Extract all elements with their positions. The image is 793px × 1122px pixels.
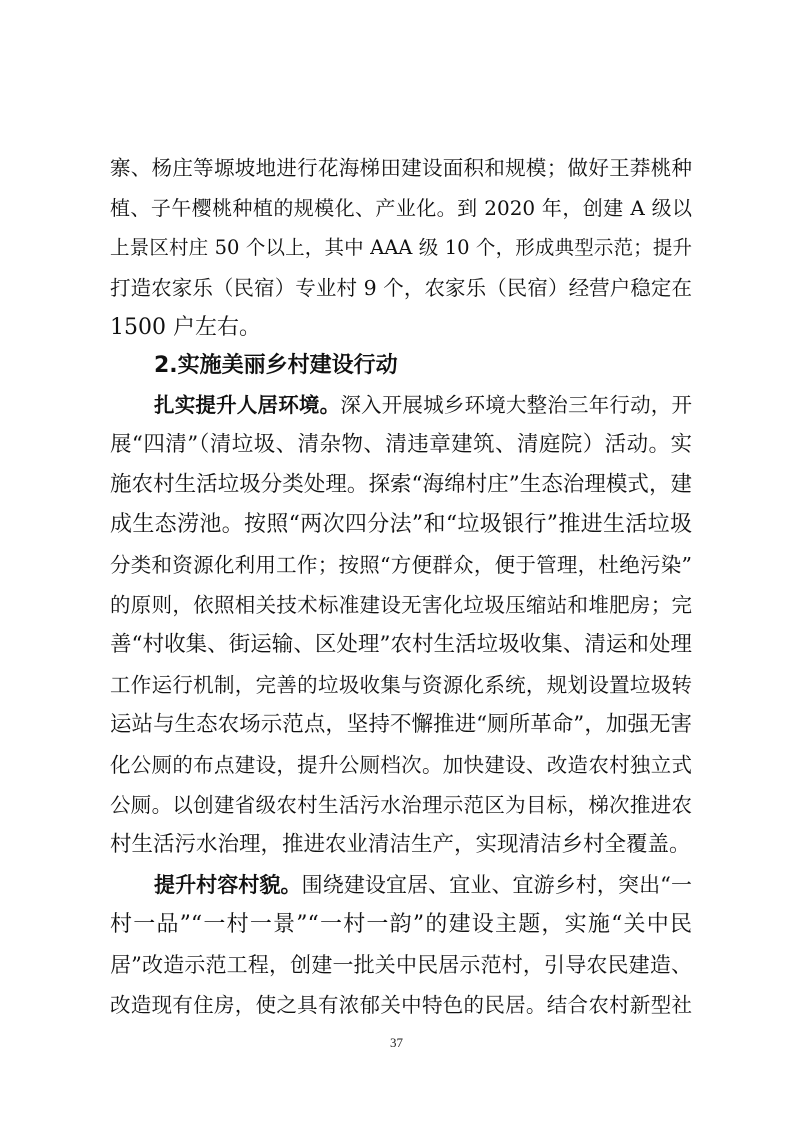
body-text-line: 施农村生活垃圾分类处理。探索“海绵村庄”生态治理模式，建 [110, 472, 692, 497]
paragraph-lead: 提升村容村貌。 [154, 873, 302, 897]
paragraph-first-line [154, 865, 692, 905]
body-text-line: 运站与生态农场示范点，坚持不懈推进“厕所革命”，加强无害 [110, 712, 692, 737]
body-text-line: 村生活污水治理，推进农业清洁生产，实现清洁乡村全覆盖。 [110, 832, 691, 857]
body-text-line: 上景区村庄 50 个以上，其中 AAA 级 10 个，形成典型示范；提升 [110, 236, 692, 259]
body-text-line: 村一品”“一村一景”“一村一韵”的建设主题，实施“关中民 [110, 912, 692, 937]
body-text-line: 成生态涝池。按照“两次四分法”和“垃圾银行”推进生活垃圾 [110, 512, 692, 537]
page-number: 37 [390, 1035, 403, 1050]
paragraph-text: 深入开展城乡环境大整治三年行动，开 [340, 393, 693, 417]
body-text-line: 1500 户左右。 [110, 315, 261, 340]
body-text-line: 公厕。以创建省级农村生活污水治理示范区为目标，梯次推进农 [110, 793, 692, 817]
paragraph-lead: 扎实提升人居环境。 [154, 393, 341, 417]
body-text-line: 工作运行机制，完善的垃圾收集与资源化系统，规划设置垃圾转 [110, 673, 692, 697]
body-text-line: 善“村收集、街运输、区处理”农村生活垃圾收集、清运和处理 [110, 632, 692, 657]
paragraph-text: 围绕建设宜居、宜业、宜游乡村，突出“一 [301, 873, 693, 897]
body-text-line: 分类和资源化利用工作；按照“方便群众，便于管理，杜绝污染” [110, 553, 692, 577]
body-text-line: 居”改造示范工程，创建一批关中民居示范村，引导农民建造、 [110, 953, 692, 977]
body-text-line: 打造农家乐（民宿）专业村 9 个，农家乐（民宿）经营户稳定在 [110, 276, 692, 300]
body-text-line: 的原则，依照相关技术标准建设无害化垃圾压缩站和堆肥房；完 [110, 593, 692, 617]
body-text-line: 改造现有住房，使之具有浓郁关中特色的民居。结合农村新型社 [110, 993, 692, 1017]
paragraph-first-line [154, 385, 692, 425]
body-text-line: 植、子午樱桃种植的规模化、产业化。到 2020 年，创建 A 级以 [110, 196, 692, 220]
section-heading: 2.实施美丽乡村建设行动 [154, 353, 398, 378]
body-text-line: 化公厕的布点建设，提升公厕档次。加快建设、改造农村独立式 [110, 753, 692, 777]
body-text-line: 寨、杨庄等塬坡地进行花海梯田建设面积和规模；做好王莽桃种 [110, 156, 692, 180]
body-text-line: 展“四清”（清垃圾、清杂物、清违章建筑、清庭院）活动。实 [110, 432, 692, 457]
